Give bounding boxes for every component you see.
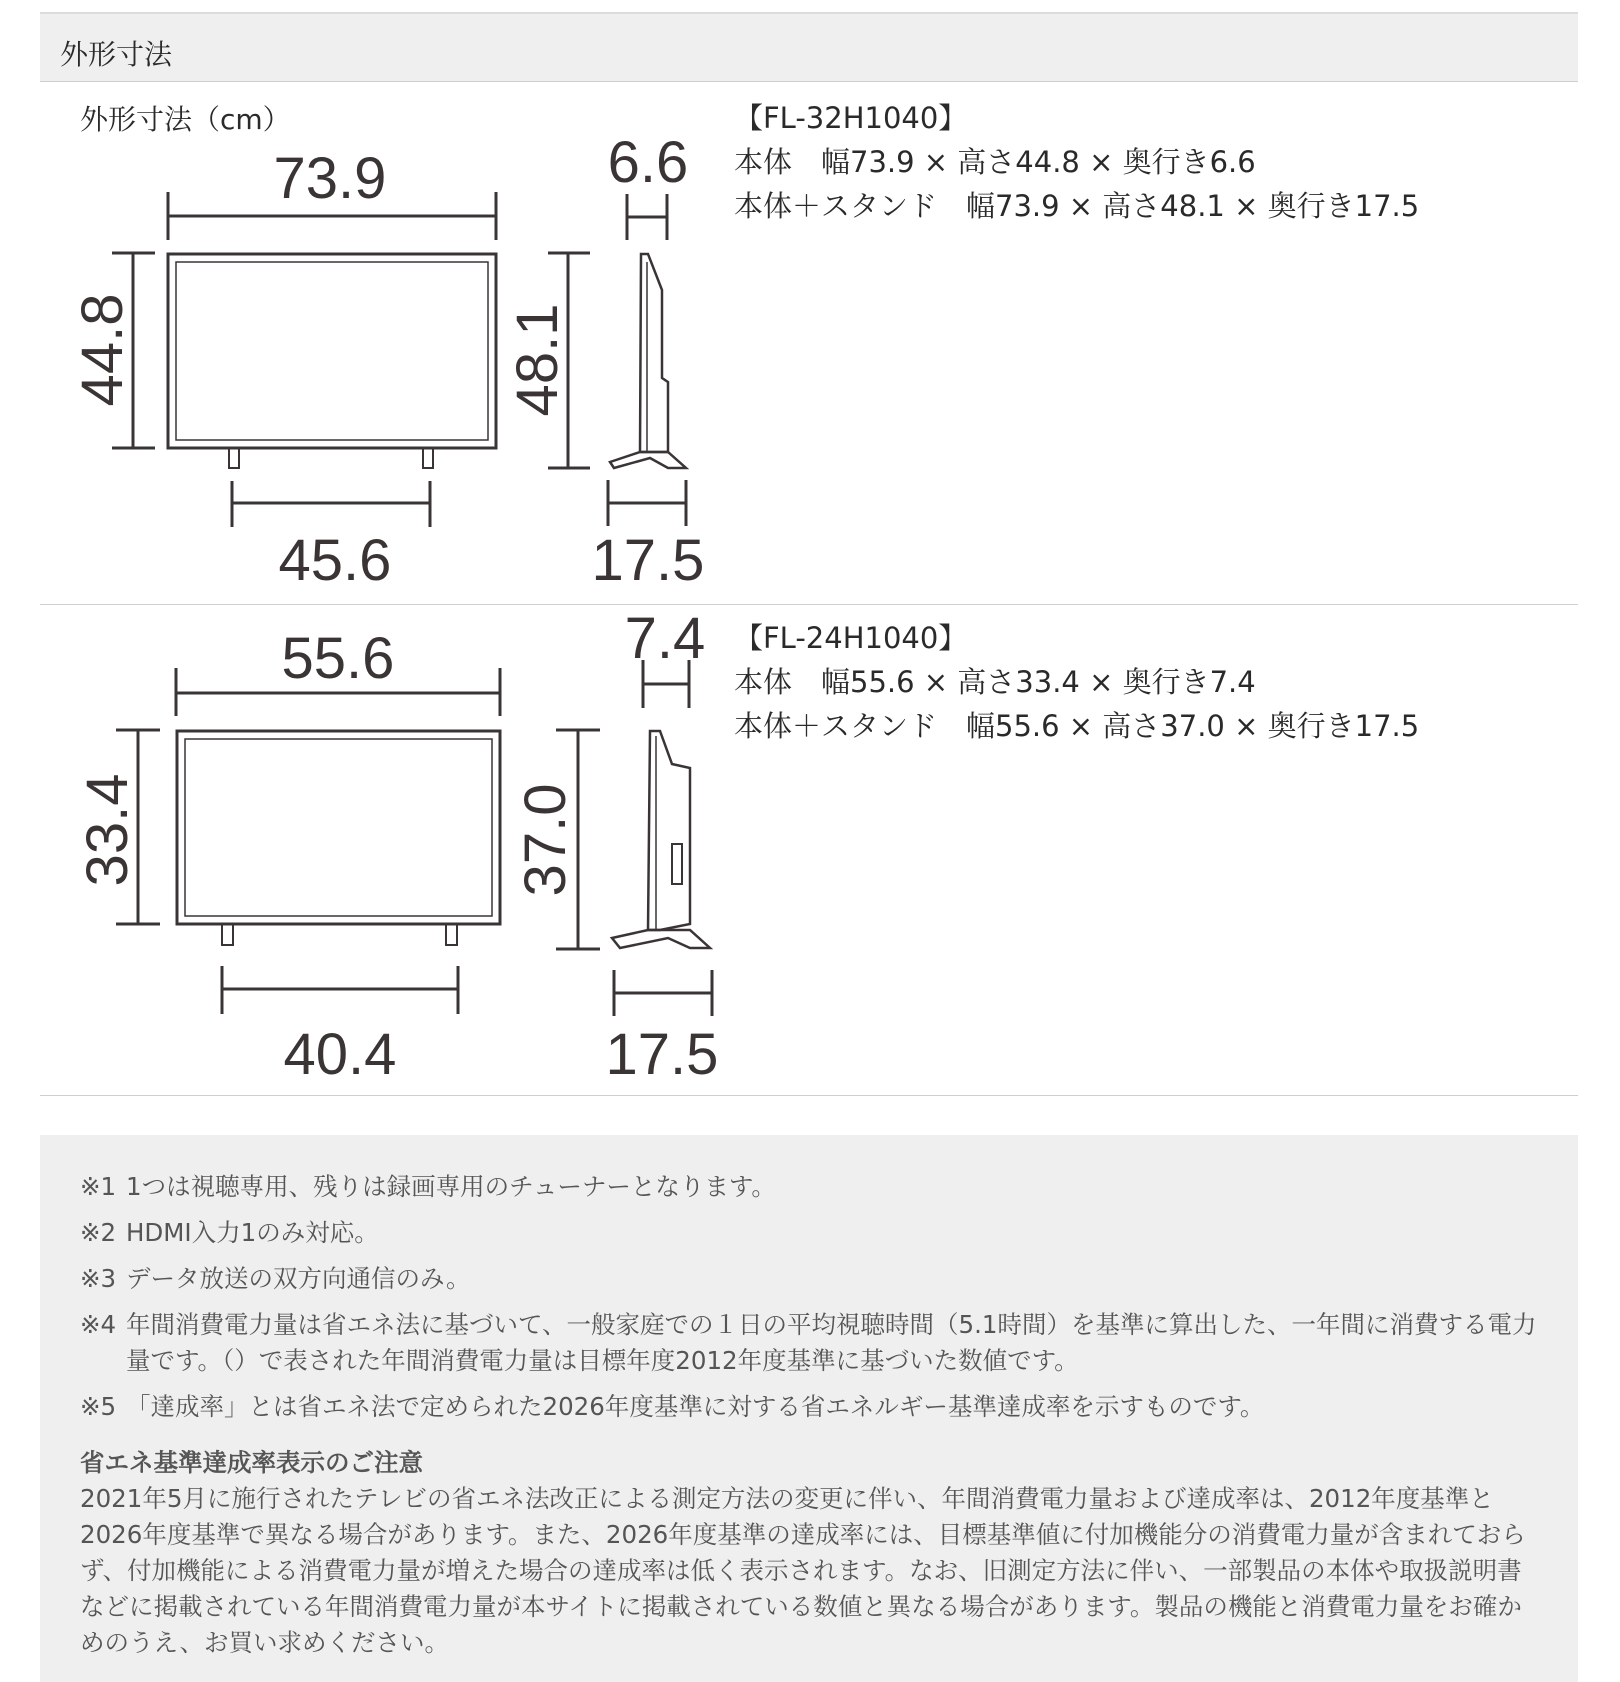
stand-width-label: 45.6 [278,528,392,593]
height-label: 33.4 [75,773,140,887]
note-item: ※3 データ放送の双方向通信のみ。 [80,1264,471,1293]
stand-depth-label: 17.5 [591,528,705,593]
model-name: 【FL-24H1040】 [734,621,968,655]
spec-fl-32h1040 [734,96,1419,228]
depth-label: 7.4 [624,606,706,671]
caution-body: 2021年5月に施行されたテレビの省エネ法改正による測定方法の変更に伴い、年間消費電力量および達成率は、2012年度基準と2026年度基準で異なる場合があります。また、2026年度基準の達成率には、目標基準値に付加機能分の消費電力量が含まれておらず、付加機能による消費電力量が増えた場合の達成率は低く表示されます。なお、旧測定方法に伴い、一部製品の本体や取扱説明書などに掲載されている年間消費電力量が本サイトに掲載されている数値と異なる場合があります。製品の機能と消費電力量をお確かめのうえ、お買い求めください。 [80,1484,1526,1657]
diagram-unit-label: 外形寸法（cm） [80,103,291,136]
stand-dimensions: 本体＋スタンド 幅55.6 × 高さ37.0 × 奥行き17.5 [734,709,1420,743]
height-with-stand-label: 37.0 [513,783,578,897]
width-label: 73.9 [273,146,387,211]
height-with-stand-label: 48.1 [505,303,570,417]
body-dimensions: 本体 幅55.6 × 高さ33.4 × 奥行き7.4 [734,665,1256,699]
height-label: 44.8 [70,293,135,407]
model-name: 【FL-32H1040】 [734,101,968,135]
note-item: ※1 1つは視聴専用、残りは録画専用のチューナーとなります。 [80,1172,776,1201]
row-divider [40,1095,1578,1096]
dimension-diagram-fl-24h1040 [0,604,730,1104]
note-item: ※2 HDMI入力1のみ対応。 [80,1218,379,1247]
section-title: 外形寸法 [60,38,173,71]
note-item: ※5 「達成率」とは省エネ法で定められた2026年度基準に対する省エネルギー基準達成率を示すものです。 [80,1392,1265,1421]
notes-panel [40,1135,1578,1682]
spec-fl-24h1040 [734,616,1419,748]
stand-depth-label: 17.5 [605,1022,719,1087]
stand-width-label: 40.4 [283,1022,397,1087]
width-label: 55.6 [281,626,395,691]
note-item: ※4 年間消費電力量は省エネ法に基づいて、一般家庭での１日の平均視聴時間（5.1時間）を基準に算出した、一年間に消費する電力量です。（）で表された年間消費電力量は目標年度2012年度基準に基づいた数値です。 [80,1310,1537,1375]
body-dimensions: 本体 幅73.9 × 高さ44.8 × 奥行き6.6 [734,145,1256,179]
dimension-diagram-fl-32h1040 [0,0,730,600]
depth-label: 6.6 [607,130,689,195]
caution-title: 省エネ基準達成率表示のご注意 [80,1448,423,1477]
stand-dimensions: 本体＋スタンド 幅73.9 × 高さ48.1 × 奥行き17.5 [734,189,1420,223]
